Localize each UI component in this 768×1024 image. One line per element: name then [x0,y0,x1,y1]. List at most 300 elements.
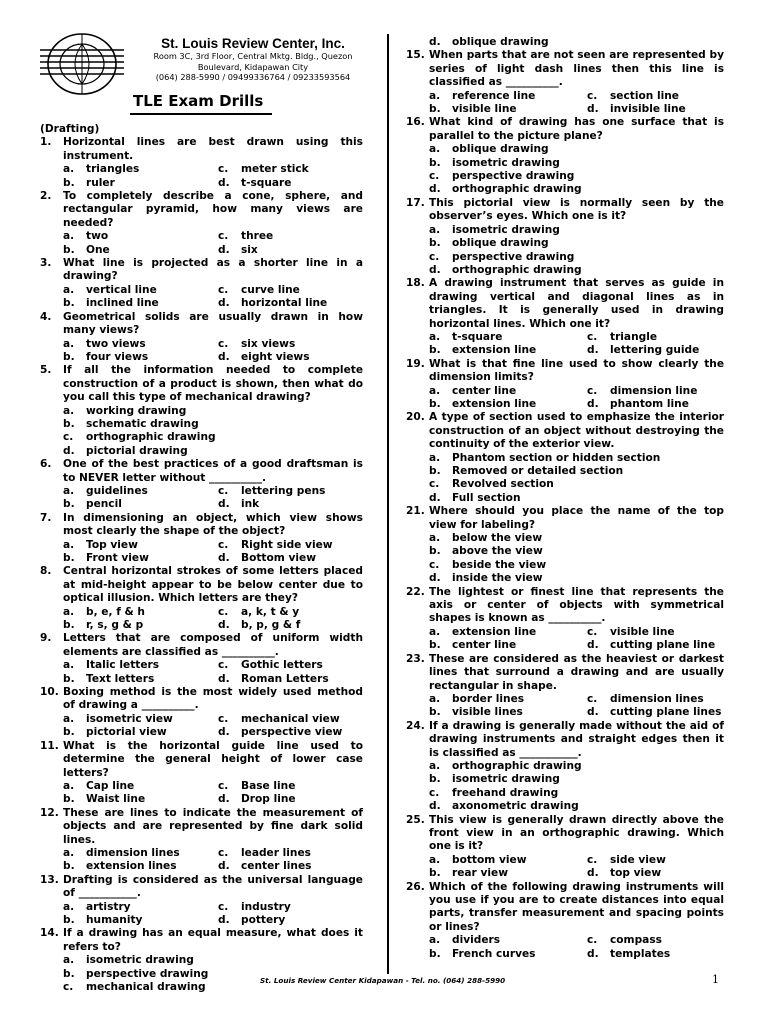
option-letter: c. [587,692,598,705]
option-text: Bottom view [241,552,316,564]
answer-option [429,224,724,237]
option-letter: d. [429,183,441,196]
option-text: Base line [241,779,296,792]
option-text: Front view [86,552,149,564]
answer-option [218,498,363,511]
answer-option [429,143,724,156]
question-text: What line is projected as a shorter line in a drawing? [63,257,363,283]
option-text: inclined line [86,297,159,310]
question-row [406,277,724,331]
answer-option [218,713,363,726]
option-text: above the view [452,545,543,558]
option-letter: d. [587,103,599,116]
option-text: Text letters [86,672,155,685]
option-letter: c. [587,384,598,397]
answer-option [63,793,218,806]
question-item [40,874,363,928]
answer-options [40,606,363,633]
option-letter: b. [63,176,75,189]
answer-option [63,619,218,632]
option-text: Gothic letters [241,659,323,672]
question-row [40,136,363,163]
question-row [40,740,363,780]
option-letter: b. [63,913,75,926]
answer-option [587,331,724,344]
option-text: ruler [86,176,115,189]
option-text: visible line [610,625,675,638]
option-letter: c. [63,431,74,444]
question-text: If all the information needed to complete construction of a product is shown, then what do you call this type of mechanical drawing? [63,364,363,404]
option-text: axonometric drawing [452,800,579,813]
option-text: guidelines [86,484,148,497]
question-number: 2. [40,190,52,203]
option-letter: d. [218,498,230,511]
option-text: meter stick [241,163,309,176]
option-text: bottom view [452,853,527,866]
option-letter: d. [587,397,599,410]
option-text: perspective drawing [452,170,575,183]
answer-option [429,183,724,196]
question-row [406,653,724,693]
option-letter: c. [587,89,598,102]
answer-option [429,559,724,572]
option-letter: c. [218,538,229,551]
option-text: Removed or detailed section [452,465,624,477]
question-number: 8. [40,565,52,578]
answer-option [218,860,363,873]
answer-options [40,847,363,874]
answer-options [406,331,724,358]
option-letter: b. [429,773,441,786]
option-letter: c. [587,330,598,343]
question-row [40,807,363,847]
left-column [40,123,363,994]
answer-options [406,224,724,278]
question-item [406,411,724,505]
answer-options [40,539,363,566]
answer-option [587,706,724,719]
option-text: r, s, g & p [86,619,144,632]
answer-option [63,163,218,176]
option-text: lettering pens [241,484,326,497]
question-row [40,632,363,659]
question-text: Where should you place the name of the top view for labeling? [429,505,724,531]
right-column [406,36,724,961]
option-letter: d. [218,350,230,363]
option-text: center lines [241,860,312,873]
option-text: two [86,230,109,243]
question-number: 18. [406,277,425,290]
option-text: section line [610,89,679,102]
answer-option [63,552,218,565]
option-letter: a. [429,330,441,343]
option-letter: b. [63,860,75,873]
option-letter: d. [587,947,599,960]
option-text: pencil [86,498,122,511]
option-letter: a. [63,712,75,725]
option-text: perspective drawing [86,967,209,980]
column-divider [387,34,389,974]
answer-options [406,532,724,586]
option-letter: d. [218,913,230,926]
answer-options [40,284,363,311]
question-number: 26. [406,880,425,893]
option-text: isometric drawing [452,156,560,169]
question-item [40,686,363,740]
org-name: St. Louis Review Center, Inc. [161,36,345,51]
answer-option [587,90,724,103]
option-text: Right side view [241,538,333,551]
option-letter: d. [218,176,230,189]
question-text: A type of section used to emphasize the interior construction of an object without destroying the continuity of the exterior view. [429,411,724,451]
question-item [406,277,724,357]
option-text: dimension line [610,384,698,397]
option-letter: a. [63,283,75,296]
option-text: templates [610,947,671,960]
option-letter: a. [429,853,441,866]
answer-option [63,244,218,257]
option-text: orthographic drawing [86,431,216,444]
question-row [406,116,724,143]
option-letter: d. [218,552,230,564]
option-letter: a. [63,337,75,350]
option-text: Top view [86,538,138,551]
option-text: perspective drawing [452,250,575,263]
option-letter: a. [63,900,75,913]
answer-option [218,351,363,364]
answer-option [63,297,218,310]
question-text: This view is generally drawn directly above the front view in an orthographic drawing. Which one is it? [429,813,724,853]
answer-option [429,867,587,880]
option-text: industry [241,900,291,913]
option-letter: d. [429,263,441,276]
option-letter: c. [218,900,229,913]
option-letter: a. [63,163,75,176]
question-item [40,136,363,190]
answer-option [63,901,218,914]
option-text: orthographic drawing [452,263,582,276]
option-text: cutting plane line [610,639,716,652]
answer-options [406,854,724,881]
option-text: extension line [452,344,537,357]
question-row [406,197,724,224]
review-center-logo [38,30,126,98]
answer-options [40,405,363,459]
option-letter: a. [429,625,441,638]
answer-option [218,901,363,914]
answer-option [429,452,724,465]
option-letter: d. [429,491,441,504]
option-text: t-square [452,330,503,343]
address-line-2: Boulevard, Kidapawan City [197,61,309,72]
option-letter: b. [63,417,75,430]
option-text: mechanical drawing [86,981,206,993]
option-text: Roman Letters [241,672,329,685]
question-number: 10. [40,686,59,699]
answer-options [406,934,724,961]
answer-option [429,170,724,183]
page-title: TLE Exam Drills [133,92,264,110]
option-letter: b. [429,465,441,477]
option-text: b, p, g & f [241,619,301,632]
answer-option [429,103,587,116]
option-text: vertical line [86,283,157,296]
option-letter: b. [429,237,441,250]
question-row [40,190,363,230]
answer-option [587,867,724,880]
option-letter: c. [429,786,440,799]
option-text: isometric drawing [452,773,560,786]
option-text: extension line [452,625,537,638]
option-text: pictorial view [86,726,167,739]
answer-option [587,103,724,116]
option-letter: d. [218,860,230,873]
answer-option [429,854,587,867]
question-row [406,881,724,935]
option-text: orthographic drawing [452,183,582,196]
question-number: 17. [406,196,425,209]
question-text: These are lines to indicate the measurement of objects and are represented by fine dark solid lines. [63,806,363,846]
option-letter: c. [429,558,440,571]
option-letter: b. [429,103,441,116]
option-letter: a. [429,451,441,464]
option-text: two views [86,337,146,350]
option-text: side view [610,853,666,866]
option-text: six [241,243,258,256]
question-number: 22. [406,585,425,598]
answer-options [40,954,363,994]
answer-option [218,793,363,806]
option-letter: b. [63,726,75,739]
option-text: schematic drawing [86,417,199,430]
option-letter: d. [429,800,441,813]
question-number: 20. [406,411,425,424]
answer-option [429,344,587,357]
option-letter: b. [63,619,75,632]
question-text: Geometrical solids are usually drawn in how many views? [63,310,363,337]
question-number: 15. [406,49,425,62]
question-text: If a drawing is generally made without the aid of drawing instruments and straight edges then it is classified as ___________. [429,719,724,759]
question-item [40,311,363,365]
question-number: 16. [406,116,425,129]
question-item [406,505,724,585]
option-letter: d. [218,726,230,739]
answer-option [218,284,363,297]
question-text: Which of the following drawing instruments will you use if you are to create distances into equal parts, transfer measurement and spacing points or lines? [429,880,724,933]
answer-option [429,760,724,773]
question-number: 5. [40,364,52,377]
option-text: invisible line [610,103,686,116]
question-text: In dimensioning an object, which view shows most clearly the shape of the object? [63,511,363,538]
question-number: 6. [40,458,52,471]
question-item [40,364,363,458]
answer-options [406,693,724,720]
question-item [406,653,724,720]
question-item [406,197,724,277]
answer-option [429,90,587,103]
question-text: One of the best practices of a good draftsman is to NEVER letter without __________. [63,458,363,484]
answer-option [63,606,218,619]
option-text: leader lines [241,846,311,859]
answer-option [218,539,363,552]
option-text: pottery [241,913,286,926]
option-letter: c. [218,846,229,859]
question-text: The lightest or finest line that represents the axis or center of objects with symmetrical shapes is known as __________. [429,585,724,625]
answer-option [429,492,724,505]
answer-options [406,452,724,506]
answer-option [63,418,363,431]
question-item [406,49,724,116]
question-text: When parts that are not seen are represented by series of light dash lines then this line is classified as __________. [429,49,724,89]
answer-option [63,338,218,351]
option-text: oblique drawing [452,143,549,156]
question-text: Central horizontal strokes of some letters placed at mid-height appear to be below center due to optical illusion. Which letters are they? [63,565,363,605]
question-text: To completely describe a cone, sphere, and rectangular pyramid, how many views are needed? [63,190,363,229]
option-text: border lines [452,692,525,705]
option-letter: a. [429,934,441,947]
answer-options [40,780,363,807]
question-number: 13. [40,873,59,886]
question-row [406,586,724,626]
option-letter: b. [429,706,441,719]
option-text: inside the view [452,572,543,585]
option-letter: b. [429,156,441,169]
question-text: Boxing method is the most widely used method of drawing a __________. [63,686,363,712]
answer-option [63,284,218,297]
answer-option [63,405,363,418]
question-row [40,311,363,338]
title-underline [130,113,272,115]
answer-option [63,914,218,927]
option-letter: a. [429,223,441,236]
option-text: mechanical view [241,712,340,725]
answer-option [587,854,724,867]
option-letter: c. [218,779,229,792]
question-row [40,874,363,901]
option-text: isometric drawing [452,223,560,236]
answer-option [218,780,363,793]
option-letter: a. [63,230,75,243]
question-row [40,512,363,539]
option-text: extension lines [86,860,177,873]
answer-option [218,338,363,351]
option-text: center line [452,639,517,652]
answer-option [63,954,363,967]
option-letter: a. [63,779,75,792]
question-text: Letters that are composed of uniform width elements are classified as __________. [63,632,363,658]
option-letter: d. [218,243,230,256]
question-row [40,458,363,485]
answer-option [587,398,724,411]
page-number: 1 [712,973,719,986]
option-letter: c. [429,250,440,263]
question-text: What is that fine line used to show clearly the dimension limits? [429,357,724,384]
option-text: dividers [452,934,501,947]
answer-option [218,244,363,257]
question-item [406,720,724,814]
answer-option [587,948,724,961]
option-letter: d. [587,706,599,719]
option-letter: b. [63,672,75,685]
option-text: cutting plane lines [610,706,722,719]
answer-option [63,780,218,793]
question-row [40,364,363,404]
answer-option [587,639,724,652]
question-item [40,807,363,874]
question-item [406,814,724,881]
question-text: What is the horizontal guide line used to determine the general height of lower case letters? [63,739,363,779]
option-text: oblique drawing [452,237,549,250]
answer-options [40,901,363,928]
option-text: isometric drawing [86,954,194,967]
option-text: six views [241,337,296,350]
option-text: oblique drawing [452,36,549,48]
option-letter: a. [63,404,75,417]
answer-option [429,532,724,545]
answer-option [63,860,218,873]
answer-options [40,659,363,686]
option-letter: c. [63,981,74,993]
option-letter: b. [63,350,75,363]
question-row [406,358,724,385]
answer-option [218,177,363,190]
option-text: One [86,243,110,256]
answer-option [218,914,363,927]
option-letter: a. [429,143,441,156]
answer-option [429,264,724,277]
option-letter: d. [218,619,230,632]
option-letter: b. [429,639,441,652]
answer-option [429,251,724,264]
question-item [40,565,363,632]
answer-option [63,498,218,511]
answer-option [429,478,724,491]
option-text: eight views [241,350,310,363]
answer-options [40,485,363,512]
answer-option [429,572,724,585]
answer-option [429,787,724,800]
answer-option [63,445,363,458]
answer-options [40,230,363,257]
option-text: beside the view [452,558,547,571]
question-item [406,36,724,49]
option-letter: c. [587,853,598,866]
option-letter: b. [429,867,441,880]
question-item [40,512,363,566]
option-text: extension line [452,397,537,410]
footer-text: St. Louis Review Center Kidapawan - Tel. no. (064) 288-5990 [260,976,506,985]
option-text: Full section [452,491,521,504]
question-text: Horizontal lines are best drawn using this instrument. [63,136,363,162]
question-row [406,814,724,854]
option-text: artistry [86,900,131,913]
option-letter: b. [63,243,75,256]
option-letter: a. [63,538,75,551]
question-item [40,458,363,512]
question-row [40,257,363,284]
option-letter: b. [429,545,441,558]
question-row [406,411,724,451]
option-letter: b. [429,397,441,410]
question-number: 3. [40,257,52,270]
question-number: 12. [40,806,59,819]
answer-option [63,485,218,498]
section-heading: (Drafting) [40,123,100,135]
question-text: A drawing instrument that serves as guide in drawing vertical and diagonal lines as in triangles. It is generally used in drawing horizontal lines. Which one it? [429,277,724,330]
answer-options [40,713,363,740]
question-item [40,740,363,807]
answer-option [429,157,724,170]
